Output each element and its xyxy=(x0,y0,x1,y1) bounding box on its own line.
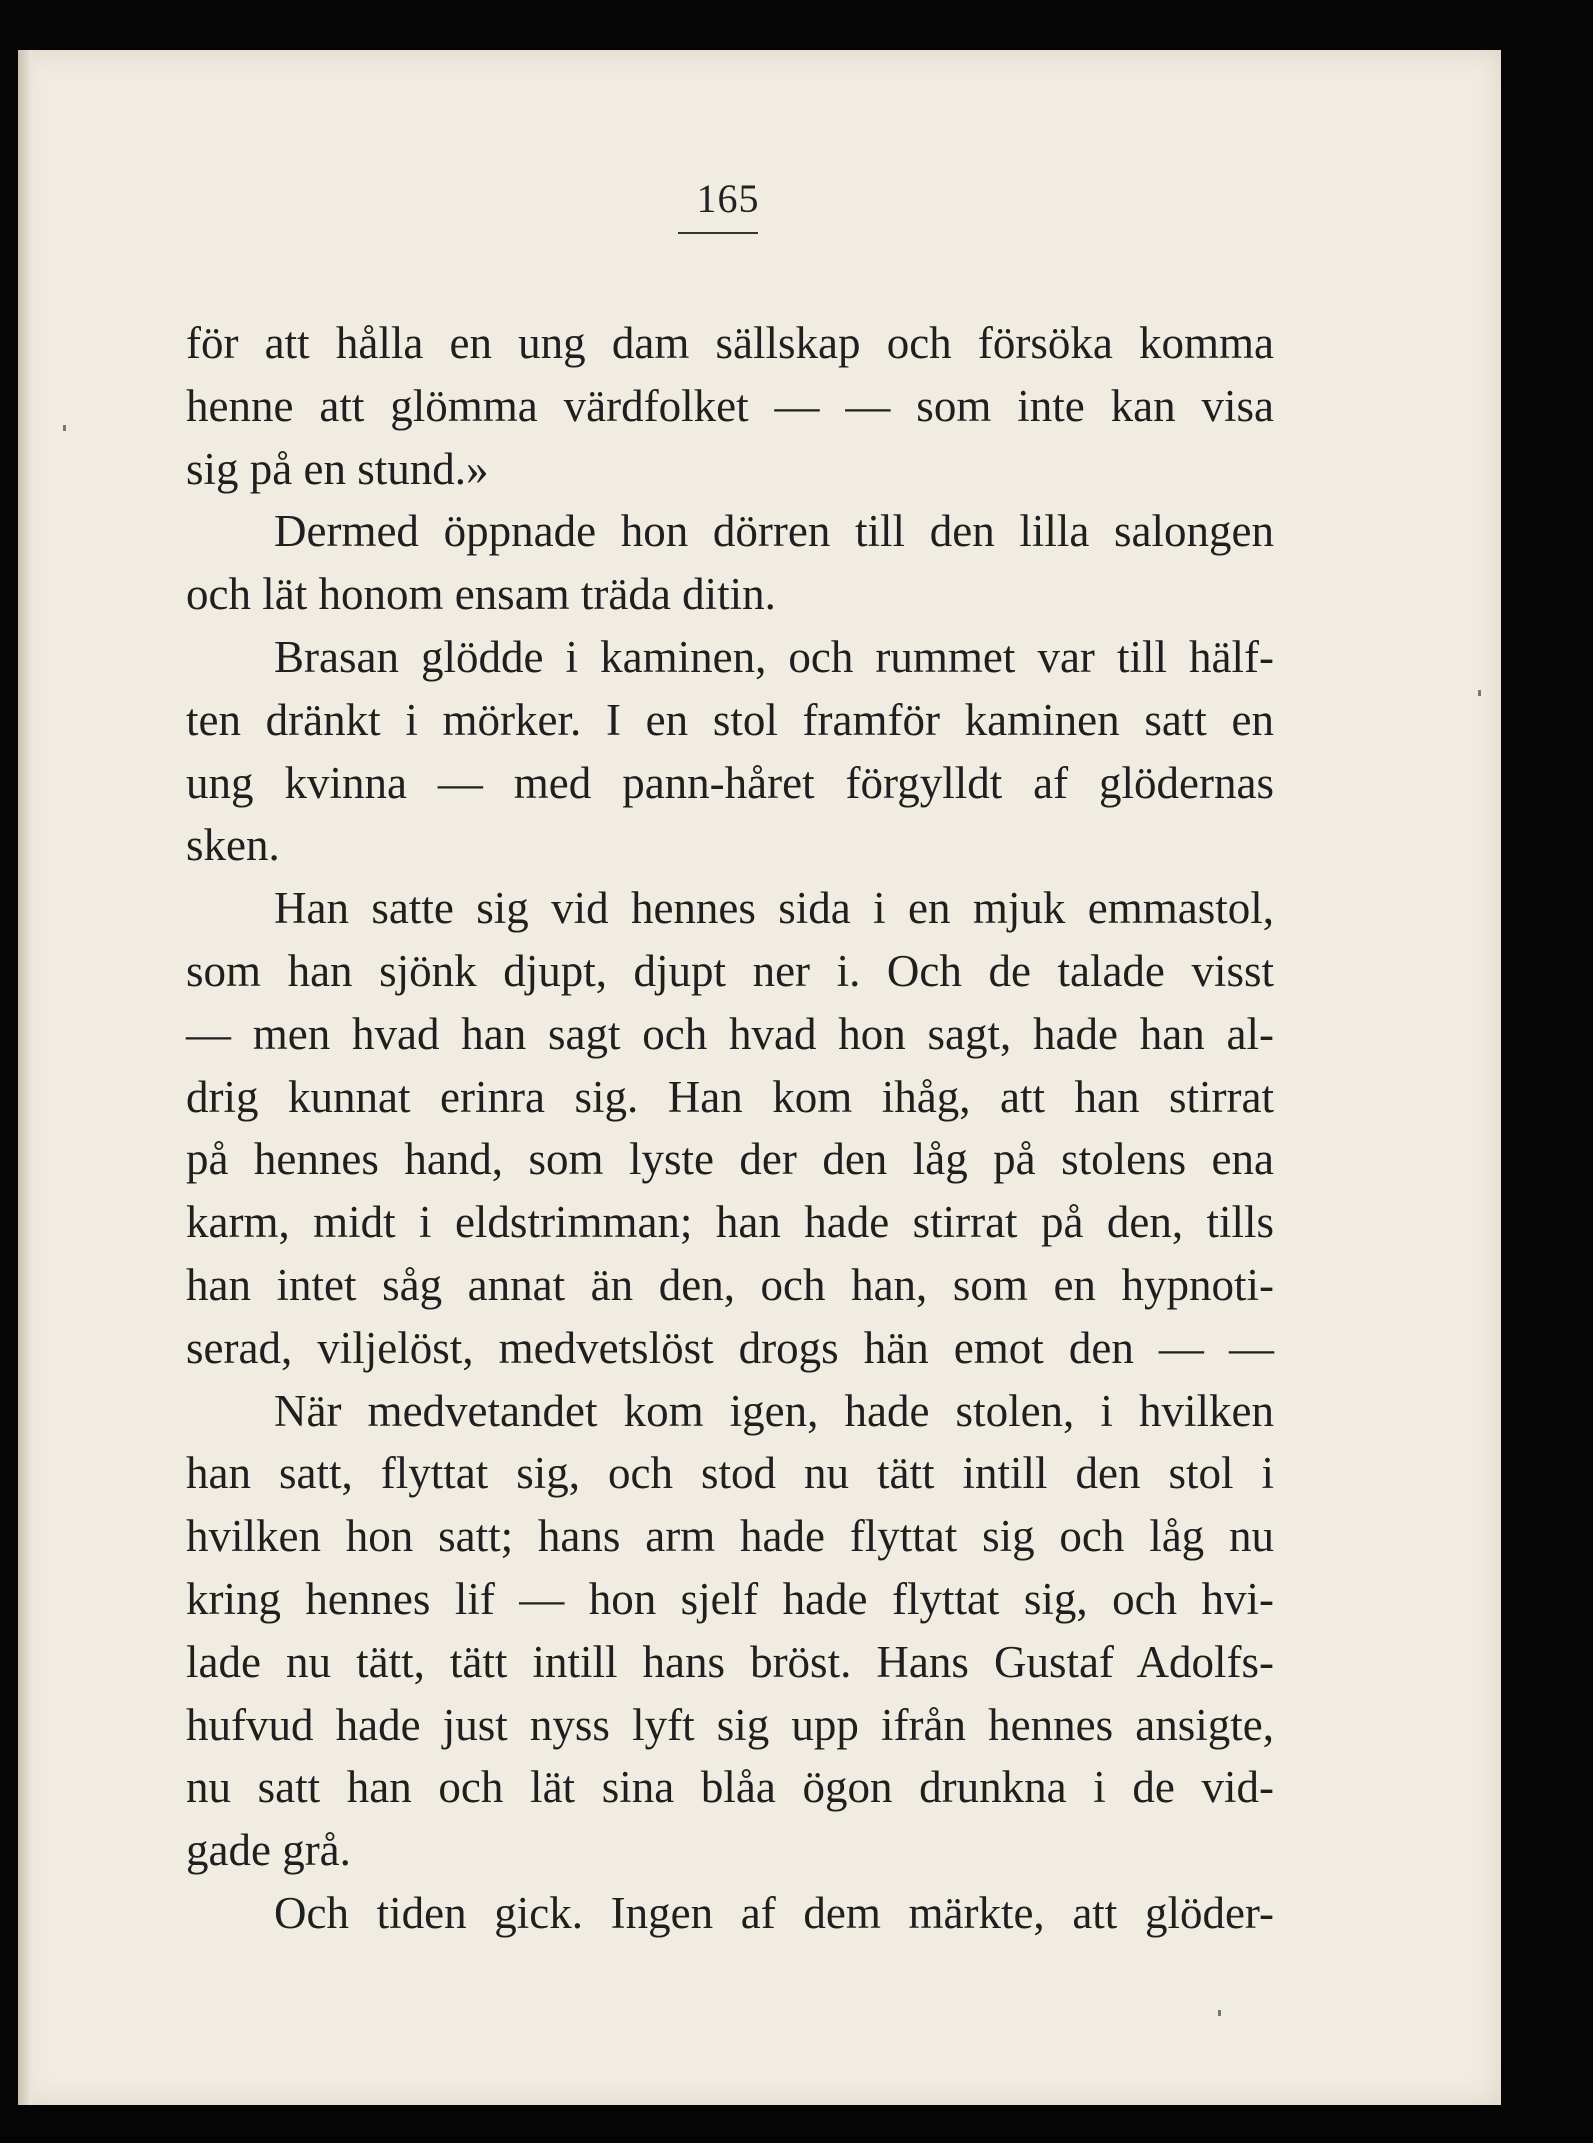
text-line: nu satt han och lät sina blåa ögon drunkna i de vid- xyxy=(186,1762,1274,1813)
text-line: serad, viljelöst, medvetslöst drogs hän emot den — — xyxy=(186,1322,1274,1373)
page-number-rule xyxy=(678,232,758,234)
text-line: — men hvad han sagt och hvad hon sagt, hade han al- xyxy=(186,1008,1274,1059)
text-line: som han sjönk djupt, djupt ner i. Och de talade visst xyxy=(186,945,1274,996)
text-line: på hennes hand, som lyste der den låg på stolens ena xyxy=(186,1134,1274,1185)
text-line: sig på en stund.» xyxy=(186,443,489,494)
text-line: sken. xyxy=(186,820,280,871)
paper-speck xyxy=(1478,690,1481,696)
text-line: När medvetandet kom igen, hade stolen, i hvilken xyxy=(274,1385,1274,1436)
text-line: drig kunnat erinra sig. Han kom ihåg, att han stirrat xyxy=(186,1071,1274,1122)
text-line: lade nu tätt, tätt intill hans bröst. Hans Gustaf Adolfs- xyxy=(186,1636,1274,1687)
text-line: Han satte sig vid hennes sida i en mjuk emmastol, xyxy=(274,883,1274,934)
text-line: han intet såg annat än den, och han, som en hypnoti- xyxy=(186,1259,1274,1310)
text-line: kring hennes lif — hon sjelf hade flyttat sig, och hvi- xyxy=(186,1573,1274,1624)
text-line: ten dränkt i mörker. I en stol framför kaminen satt en xyxy=(186,694,1274,745)
text-line: Brasan glödde i kaminen, och rummet var till hälf- xyxy=(274,631,1274,682)
text-line: för att hålla en ung dam sällskap och försöka komma xyxy=(186,318,1274,368)
page-binding-edge xyxy=(18,50,32,2105)
text-line: och lät honom ensam träda ditin. xyxy=(186,569,776,620)
text-line: han satt, flyttat sig, och stod nu tätt intill den stol i xyxy=(186,1448,1274,1499)
text-line: hufvud hade just nyss lyft sig upp ifrån hennes ansigte, xyxy=(186,1699,1274,1750)
text-line: Dermed öppnade hon dörren till den lilla salongen xyxy=(274,506,1274,557)
paper-speck xyxy=(1218,2010,1221,2016)
text-line: Och tiden gick. Ingen af dem märkte, att glöder- xyxy=(274,1887,1274,1938)
body-text xyxy=(186,312,1274,1945)
text-line: henne att glömma värdfolket — — som inte kan visa xyxy=(186,380,1274,431)
text-line: hvilken hon satt; hans arm hade flyttat sig och låg nu xyxy=(186,1511,1274,1562)
book-page xyxy=(18,50,1501,2105)
text-line: gade grå. xyxy=(186,1825,351,1876)
text-line: karm, midt i eldstrimman; han hade stirrat på den, tills xyxy=(186,1197,1274,1248)
page-number: 165 xyxy=(696,176,760,221)
text-line: ung kvinna — med pann-håret förgylldt af glödernas xyxy=(186,757,1274,808)
paper-speck xyxy=(63,425,66,431)
